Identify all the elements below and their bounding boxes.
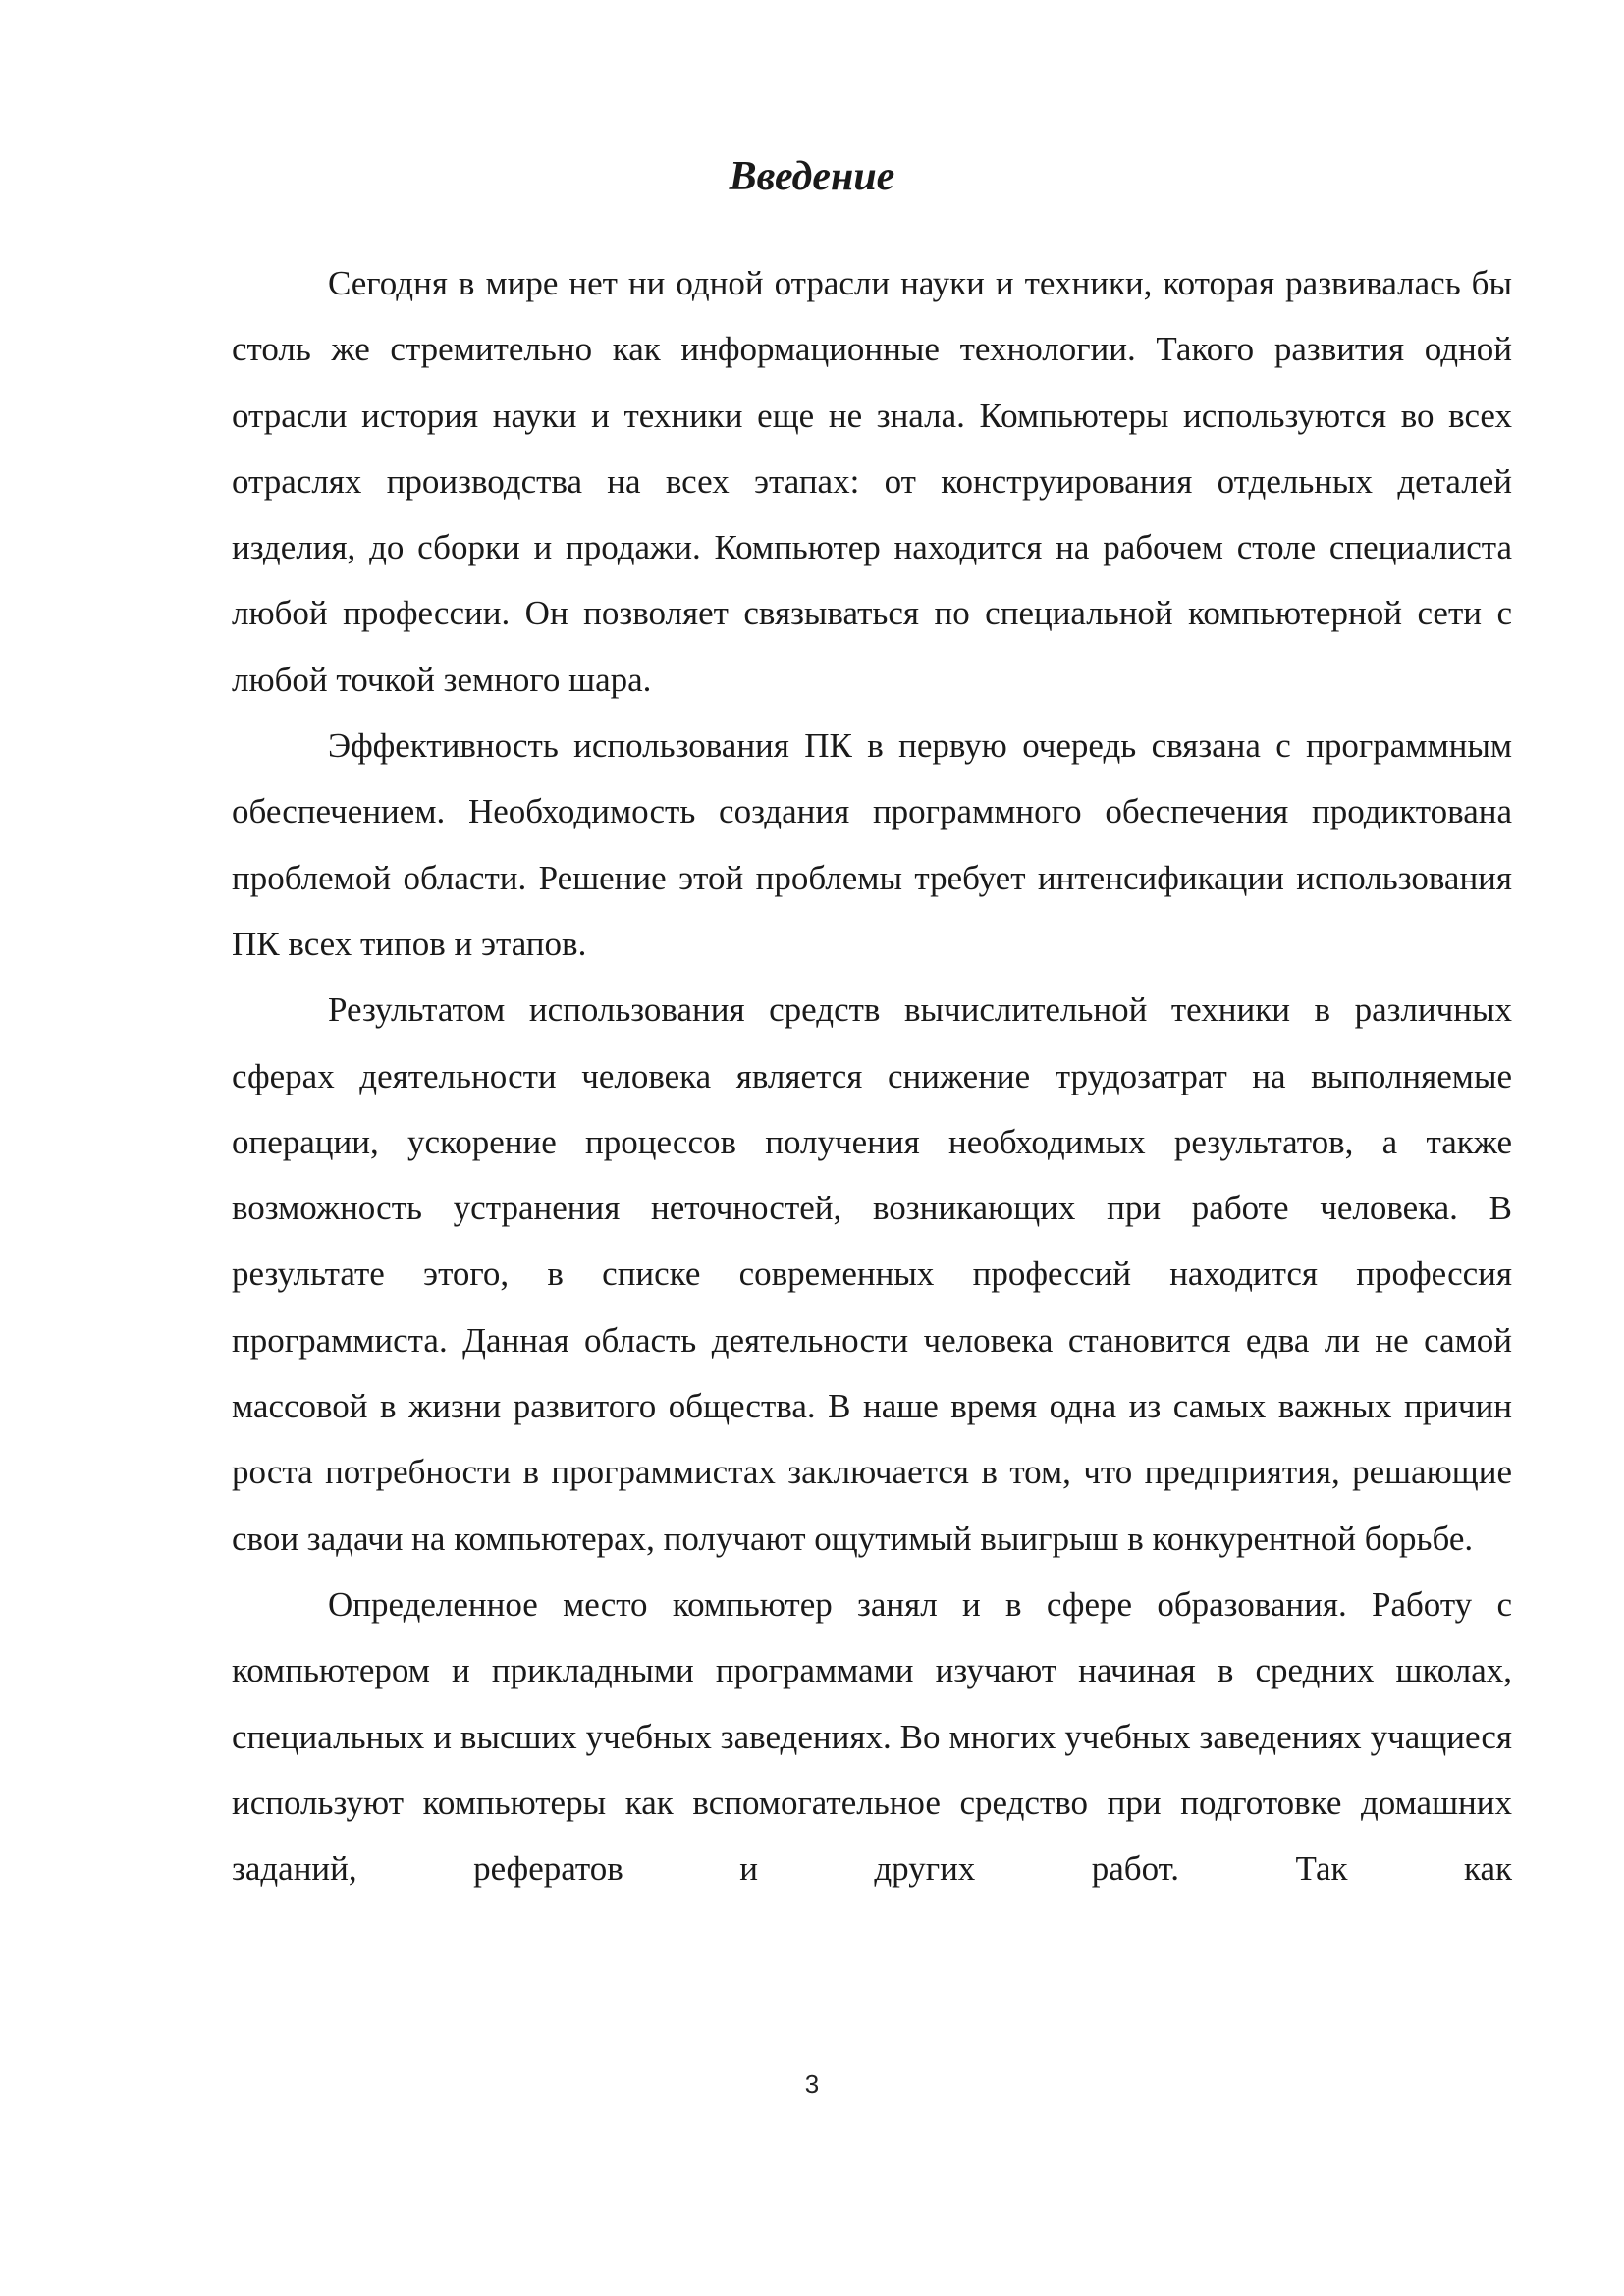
paragraph-4: Определенное место компьютер занял и в сфере образования. Работу с компьютером и прикладными программами изучают начиная в средних школах, специальных и высших учебных заведениях. Во многих учебных заведениях учащиеся используют компьютеры как вспомогательное средство при подготовке домашних заданий, рефератов и других работ. Так как — [232, 1584, 1512, 1889]
paragraph-2: Эффективность использования ПК в первую очередь связана с программным обеспечением. Необходимость создания программного обеспечения продиктована проблемой области. Решение этой проблемы требует интенсификации использования ПК всех типов и этапов. — [232, 726, 1512, 963]
page-title: Введение — [729, 154, 895, 199]
paragraph-3: Результатом использования средств вычислительной техники в различных сферах деятельности человека является снижение трудозатрат на выполняемые операции, ускорение процессов получения необходимых результатов, а также возможность устранения неточностей, возникающих при работе человека. В результате этого, в списке современных профессий находится профессия программиста. Данная область деятельности человека становится едва ли не самой массовой в жизни развитого общества. В наше время одна из самых важных причин роста потребности в программистах заключается в том, что предприятия, решающие свои задачи на компьютерах, получают ощутимый выигрыш в конкурентной борьбе. — [232, 990, 1512, 1558]
document-body — [232, 250, 1512, 1901]
paragraph-1: Сегодня в мире нет ни одной отрасли науки и техники, которая развивалась бы столь же стремительно как информационные технологии. Такого развития одной отрасли история науки и техники еще не знала. Компьютеры используются во всех отраслях производства на всех этапах: от конструирования отдельных деталей изделия, до сборки и продажи. Компьютер находится на рабочем столе специалиста любой профессии. Он позволяет связываться по специальной компьютерной сети с любой точкой земного шара. — [232, 264, 1512, 699]
page-number: 3 — [804, 2069, 820, 2099]
